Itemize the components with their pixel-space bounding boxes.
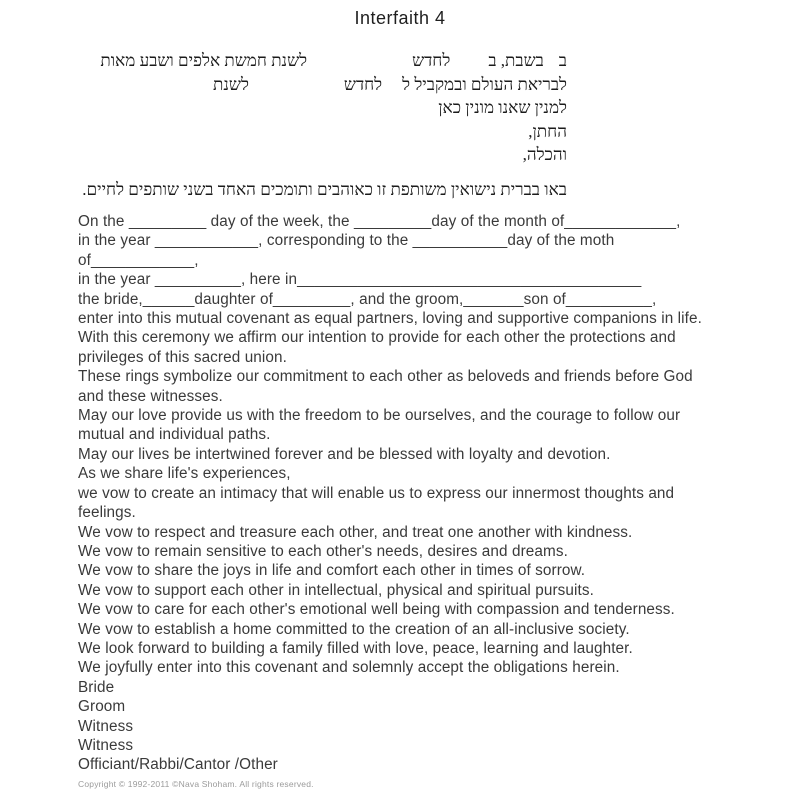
hebrew-line-6: באו בברית נישואין משותפת זו כאוהבים ותומכים האחד בשני שותפים לחיים.: [82, 179, 567, 199]
signature-lines: [78, 678, 743, 775]
hebrew-segment: לחדש: [343, 74, 383, 94]
hebrew-segment: לשנת חמשת אלפים ושבע מאות: [100, 51, 308, 70]
english-covenant-lines: [78, 212, 743, 678]
text-line: of____________,: [78, 251, 199, 269]
hebrew-segment: לשנת: [213, 74, 249, 94]
page-title: Interfaith 4: [354, 8, 446, 28]
text-line: We vow to establish a home committed to the creation of an all-inclusive society.: [78, 620, 630, 638]
text-line: On the _________ day of the week, the _________day of the month of_____________,: [78, 213, 681, 230]
fill-in-blank: [249, 89, 344, 90]
text-line: May our love provide us with the freedom to be ourselves, and the courage to follow our: [78, 407, 681, 425]
text-line: in the year __________, here in________________________________________: [78, 271, 642, 289]
hebrew-segment: בשבת, ב: [488, 51, 544, 70]
text-line: We vow to support each other in intellectual, physical and spiritual pursuits.: [78, 581, 594, 599]
text-line: the bride,______daughter of_________, and the groom,_______son of__________,: [78, 290, 657, 308]
text-line: feelings.: [78, 504, 136, 522]
text-line: enter into this mutual covenant as equal partners, loving and supportive companions in life.: [78, 310, 702, 328]
text-line: in the year ____________, corresponding to the ___________day of the moth: [78, 232, 615, 250]
text-line: We joyfully enter into this covenant and solemnly accept the obligations herein.: [78, 659, 620, 677]
hebrew-line-1: [0, 49, 567, 73]
signature-line: Groom: [78, 698, 126, 716]
text-line: and these witnesses.: [78, 387, 223, 405]
copyright-notice: Copyright © 1992-2011 ©Nava Shoham. All rights reserved.: [78, 779, 314, 789]
fill-in-blank: [544, 65, 559, 66]
hebrew-segment: לחדש: [412, 51, 451, 70]
text-line: We vow to care for each other's emotional well being with compassion and tenderness.: [78, 601, 675, 619]
fill-in-blank: [450, 65, 488, 66]
text-line: mutual and individual paths.: [78, 426, 271, 444]
signature-line: Witness: [78, 717, 134, 735]
text-line: We vow to respect and treasure each other, and treat one another with kindness.: [78, 523, 633, 541]
hebrew-text-section: [0, 49, 567, 201]
text-line: With this ceremony we affirm our intention to provide for each other the protections and: [78, 329, 676, 347]
english-text-block: [78, 212, 743, 775]
fill-in-blank: [307, 65, 412, 66]
hebrew-line-5: והכלה,: [522, 145, 567, 164]
hebrew-line-2: [0, 73, 567, 97]
signature-line: Bride: [78, 678, 115, 696]
hebrew-line-4: החתן,: [528, 121, 567, 141]
hebrew-segment: ב: [558, 51, 567, 70]
fill-in-blank: [382, 89, 402, 90]
hebrew-line-3: למנין שאנו מונין כאן: [438, 98, 567, 117]
text-line: We look forward to building a family filled with love, peace, learning and laughter.: [78, 639, 633, 657]
signature-line: Officiant/Rabbi/Cantor /Other: [78, 756, 278, 774]
text-line: we vow to create an intimacy that will enable us to express our innermost thoughts and: [78, 484, 675, 502]
text-line: We vow to share the joys in life and comfort each other in times of sorrow.: [78, 562, 586, 580]
text-line: As we share life's experiences,: [78, 465, 291, 483]
text-line: privileges of this sacred union.: [78, 348, 287, 366]
text-line: May our lives be intertwined forever and be blessed with loyalty and devotion.: [78, 445, 611, 463]
text-line: We vow to remain sensitive to each other's needs, desires and dreams.: [78, 542, 568, 560]
text-line: These rings symbolize our commitment to each other as beloveds and friends before God: [78, 368, 693, 386]
signature-line: Witness: [78, 736, 134, 754]
hebrew-segment: לבריאת העולם ובמקביל ל: [402, 74, 567, 94]
